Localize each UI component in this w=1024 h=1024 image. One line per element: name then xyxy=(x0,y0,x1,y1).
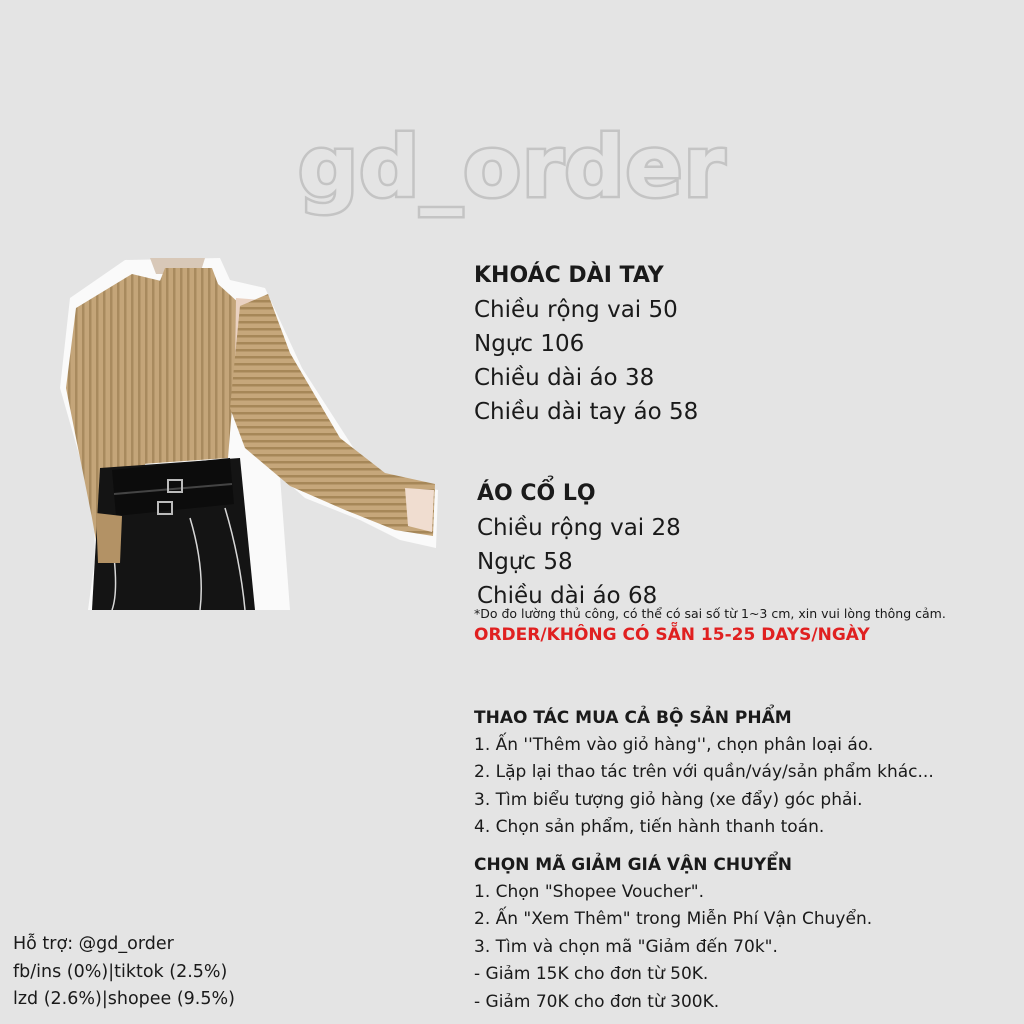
jacket-length: Chiều dài áo 38 xyxy=(474,365,655,391)
buy-set-step: 3. Tìm biểu tượng giỏ hàng (xe đẩy) góc phải. xyxy=(474,789,863,810)
brand-watermark: gd_order xyxy=(298,118,726,216)
support-handle: Hỗ trợ: @gd_order xyxy=(13,934,174,954)
voucher-step: 1. Chọn "Shopee Voucher". xyxy=(474,882,705,902)
buy-set-title: THAO TÁC MUA CẢ BỘ SẢN PHẨM xyxy=(474,708,792,728)
jacket-specs xyxy=(474,259,698,429)
order-notice: ORDER/KHÔNG CÓ SẴN 15-25 DAYS/NGÀY xyxy=(474,625,870,645)
voucher-step: 2. Ấn "Xem Thêm" trong Miễn Phí Vận Chuyển. xyxy=(474,909,873,930)
turtleneck-chest: Ngực 58 xyxy=(477,549,573,575)
buy-set-step: 2. Lặp lại thao tác trên với quần/váy/sản phẩm khác... xyxy=(474,762,934,783)
buy-set-instructions xyxy=(474,704,934,842)
support-fees-1: fb/ins (0%)|tiktok (2.5%) xyxy=(13,961,228,982)
voucher-instructions xyxy=(474,851,872,1016)
turtleneck-length: Chiều dài áo 68 xyxy=(477,583,658,609)
jacket-chest: Ngực 106 xyxy=(474,331,585,357)
jacket-title: KHOÁC DÀI TAY xyxy=(474,263,664,288)
turtleneck-shoulder: Chiều rộng vai 28 xyxy=(477,515,681,541)
product-photo xyxy=(40,258,440,610)
voucher-title: CHỌN MÃ GIẢM GIÁ VẬN CHUYỂN xyxy=(474,855,793,875)
buy-set-step: 4. Chọn sản phẩm, tiến hành thanh toán. xyxy=(474,817,825,838)
voucher-step: - Giảm 15K cho đơn từ 50K. xyxy=(474,964,709,985)
measurement-note: *Do đo lường thủ công, có thể có sai số từ 1~3 cm, xin vui lòng thông cảm. xyxy=(474,606,946,621)
turtleneck-specs xyxy=(477,477,681,613)
voucher-step: - Giảm 70K cho đơn từ 300K. xyxy=(474,991,720,1012)
voucher-step: 3. Tìm và chọn mã "Giảm đến 70k". xyxy=(474,936,778,957)
jacket-sleeve-length: Chiều dài tay áo 58 xyxy=(474,399,699,425)
jacket-shoulder: Chiều rộng vai 50 xyxy=(474,297,678,323)
buy-set-step: 1. Ấn ''Thêm vào giỏ hàng'', chọn phân loại áo. xyxy=(474,735,874,755)
support-info xyxy=(13,931,235,1014)
turtleneck-title: ÁO CỔ LỌ xyxy=(477,481,596,506)
support-fees-2: lzd (2.6%)|shopee (9.5%) xyxy=(13,989,235,1009)
